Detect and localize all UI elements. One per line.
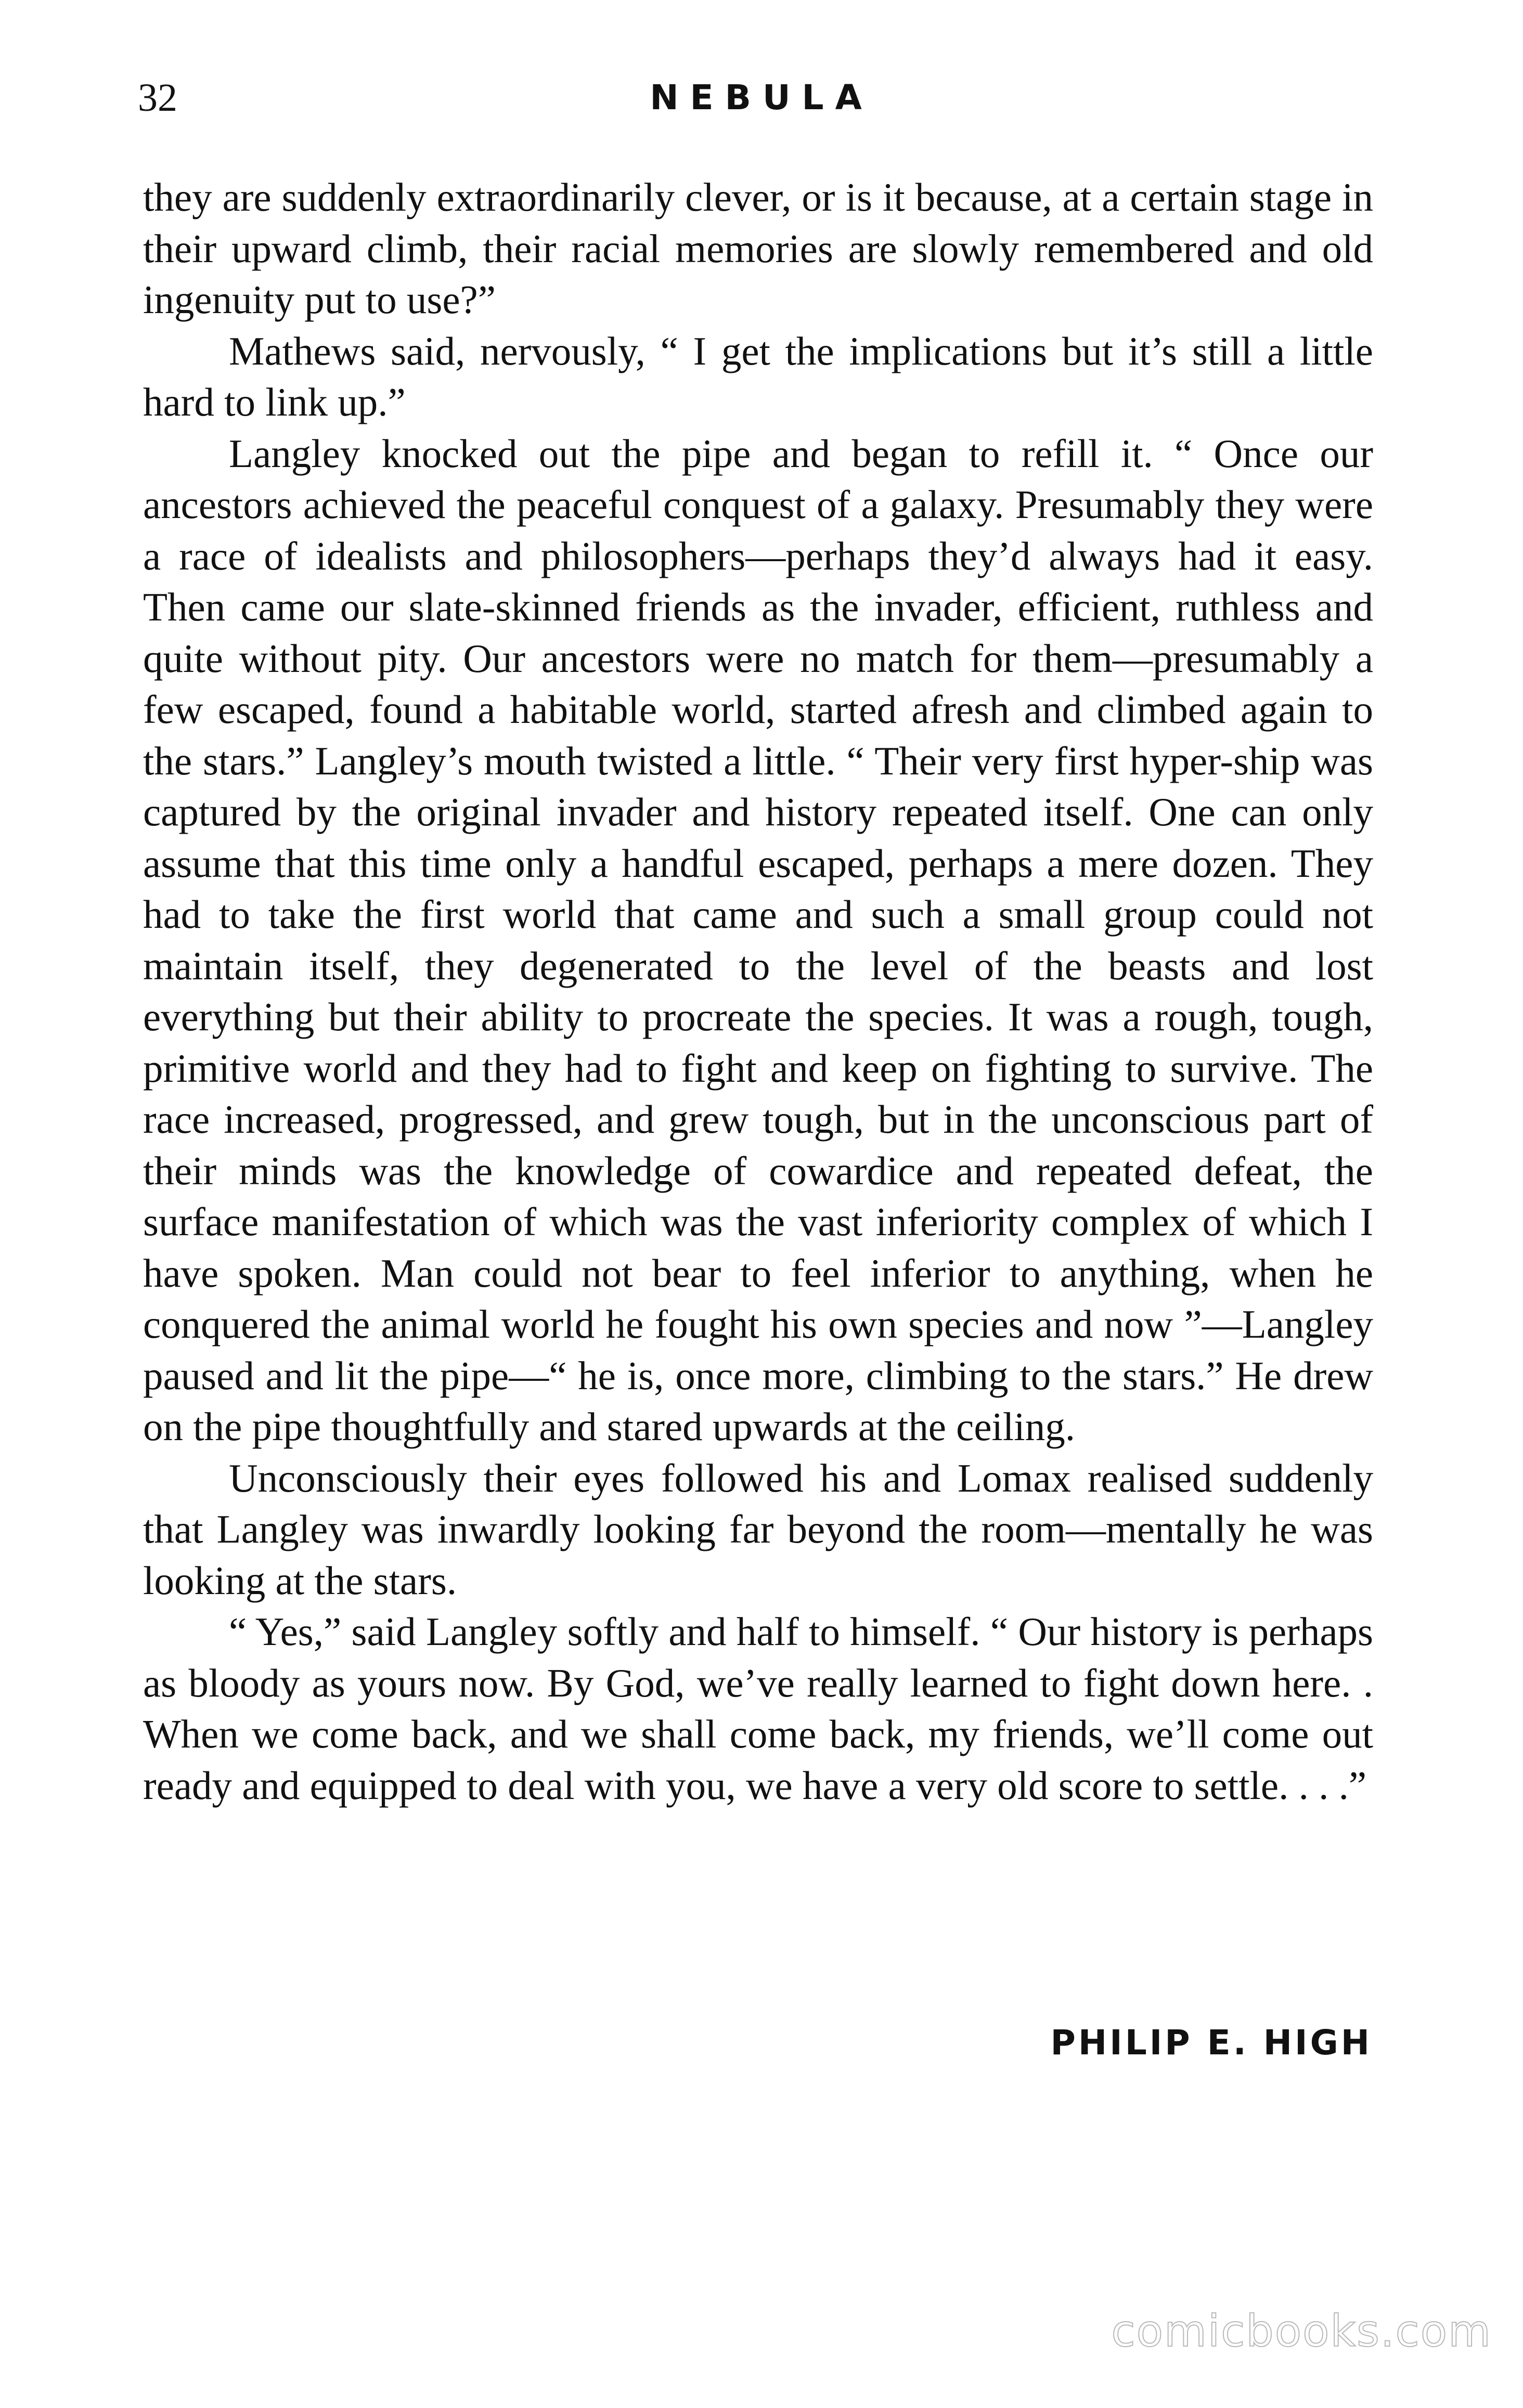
running-title: NEBULA [650,77,873,118]
paragraph: Unconsciously their eyes followed his and Lomax realised suddenly that Langley was inwardly looking far beyond the room—mentally he was looking at the stars. [143,1455,1373,1603]
paragraph: Mathews said, nervously, “ I get the implications but it’s still a little hard to link up.” [143,328,1373,424]
paragraph: they are suddenly extraordinarily clever, or is it because, at a certain stage in their upward climb, their racial memories are slowly remembered and old ingenuity put to use?” [143,175,1373,322]
page-number: 32 [138,76,177,120]
story-body [143,172,1373,1811]
watermark: comicbooks.com [1111,2306,1492,2357]
paragraph: “ Yes,” said Langley softly and half to himself. “ Our history is perhaps as bloody as yours now. By God, we’ve really learned to fight down here. . When we come back, and we shall come back, my friends, we’ll come out ready and equipped to deal with you, we have a very old score to settle. . . .” [143,1609,1373,1808]
author-byline: PHILIP E. HIGH [1050,2023,1372,2063]
paragraph: Langley knocked out the pipe and began to refill it. “ Once our ancestors achieved the peaceful conquest of a galaxy. Presumably they were a race of idealists and philosophers—perhaps they’d always had it easy. Then came our slate-skinned friends as the invader, efficient, ruthless and quite without pity. Our ancestors were no match for them—presumably a few escaped, found a habitable world, started afresh and climbed again to the stars.” Langley’s mouth twisted a little. “ Their very first hyper-ship was captured by the original invader and history repeated itself. One can only assume that this time only a handful escaped, perhaps a mere dozen. They had to take the first world that came and such a small group could not maintain itself, they degenerated to the level of the beasts and lost everything but their ability to procreate the species. It was a rough, tough, primitive world and they had to fight and keep on fighting to survive. The race increased, progressed, and grew tough, but in the unconscious part of their minds was the knowledge of cowardice and repeated defeat, the surface manifestation of which was the vast inferiority complex of which I have spoken. Man could not bear to feel inferior to anything, when he conquered the animal world he fought his own species and now ”—Langley paused and lit the pipe—“ he is, once more, climbing to the stars.” He drew on the pipe thoughtfully and stared upwards at the ceiling. [143,431,1373,1449]
